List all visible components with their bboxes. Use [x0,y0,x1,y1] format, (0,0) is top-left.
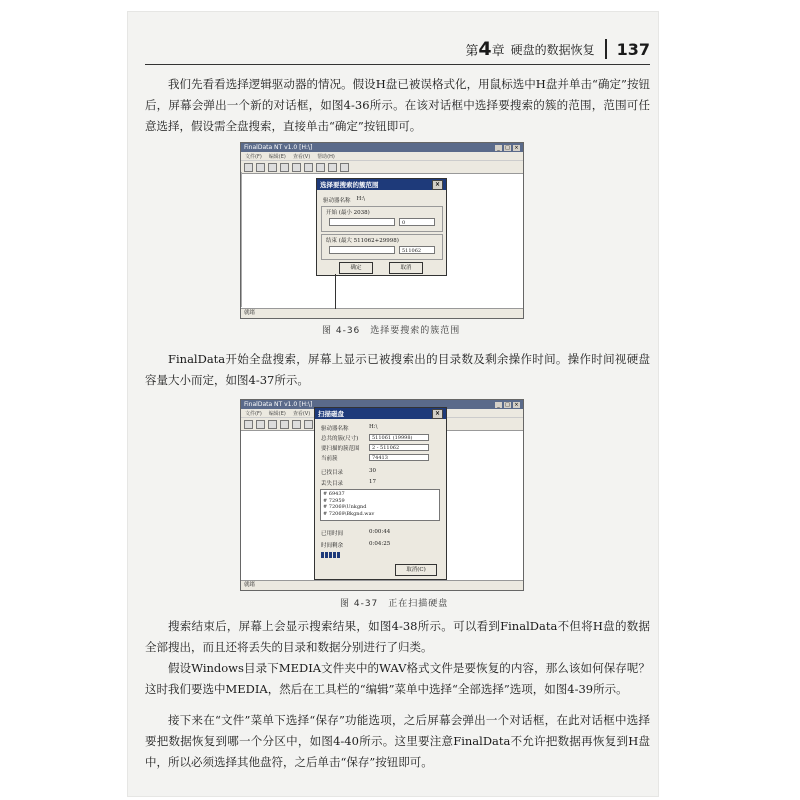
window-titlebar: FinalData NT v1.0 [H:\] _ □ × [241,143,523,152]
copy-icon[interactable] [292,420,301,429]
close-icon[interactable]: × [514,144,519,151]
finaldata-window-2: FinalData NT v1.0 [H:\] _ □ × 文件(F) 编辑(E) 查看(V) 就绪 [240,399,524,591]
paste-icon[interactable] [304,163,313,172]
figure-4-36-caption: 图 4-36 选择要搜索的簇范围 [322,326,461,336]
figure-4-37-caption: 图 4-37 正在扫描硬盘 [340,599,449,609]
menu-bar [241,152,523,161]
cancel-button[interactable]: 取消 [389,262,423,274]
list-icon[interactable] [316,163,325,172]
save-icon[interactable] [256,420,265,429]
page-number: 137 [616,39,650,59]
drive-value: H:\ [356,196,366,202]
paste-icon[interactable] [304,420,313,429]
cancel-button[interactable]: 取消(C) [395,564,437,576]
minimize-icon[interactable]: _ [495,402,502,408]
help-icon[interactable] [340,163,349,172]
drive-label: 驱动器名称 [323,198,351,204]
close-icon[interactable]: × [514,401,519,408]
header-divider [605,39,607,59]
menu-view[interactable]: 查看(V) [292,153,311,160]
dir-counts: 已找目录 30 丢失目录 17 [321,468,376,487]
end-input[interactable]: 511062 [399,246,435,254]
close-icon[interactable]: × [432,409,443,419]
cluster-range-dialog [316,178,447,276]
menu-file[interactable]: 文件(F) [245,153,262,160]
dialog-title: 选择要搜索的簇范围 [320,181,379,189]
maximize-icon[interactable]: □ [505,401,510,408]
open-icon[interactable] [244,163,253,172]
paragraph-5: 接下来在“文件”菜单下选择“保存”功能选项，之后屏幕会弹出一个对话框，在此对话框中选择要把数据恢复到哪一个分区中，如图4-40所示。这里要注意FinalData不允许把数据再恢复到H盘中，所以必须选择其他盘符，之后单击“保存”按钮即可。 [145,713,650,769]
chapter-title: 硬盘的数据恢复 [510,42,595,57]
paragraph-4: 假设Windows目录下MEDIA文件夹中的WAV格式文件是要恢复的内容，那么该如何保存呢？这时我们要选中MEDIA，然后在工具栏的“编辑”菜单中选择“全部选择”选项，如图4-39所示。 [145,661,650,696]
cut-icon[interactable] [280,163,289,172]
start-slider[interactable] [329,218,395,226]
menu-view[interactable]: 查看(V) [292,410,311,417]
header-rule [145,64,650,65]
paragraph-3: 搜索结束后，屏幕上会显示搜索结果，如图4-38所示。可以看到FinalData不但将H盘的数据全部搜出，而且还将丢失的目录和数据分别进行了归类。 [145,619,650,654]
list-item[interactable]: # 72069\Unkgnd [323,504,367,510]
copy-icon[interactable] [292,163,301,172]
paragraph-1: 我们先看看选择逻辑驱动器的情况。假设H盘已被误格式化，用鼠标选中H盘并单击“确定”按钮后，屏幕会弹出一个新的对话框，如图4-36所示。在该对话框中选择要搜索的簇的范围，范围可任意选择，假设需全盘搜索，直接单击“确定”按钮即可。 [145,77,650,133]
scan-disk-dialog [314,407,447,580]
end-label: 结束 (最大 511062+29998) [326,238,399,244]
scan-progress [321,552,340,558]
open-icon[interactable] [244,420,253,429]
end-slider[interactable] [329,246,395,254]
callout-line [335,274,336,309]
menu-edit[interactable]: 编辑(E) [268,410,286,417]
dialog-title: 扫描磁盘 [318,410,344,418]
toolbar [241,161,523,174]
details-icon[interactable] [328,163,337,172]
menu-file[interactable]: 文件(F) [245,410,262,417]
chapter-label: 第4章 [465,38,505,60]
ok-button[interactable]: 确定 [339,262,373,274]
cut-icon[interactable] [280,420,289,429]
scan-info: 驱动器名称 H:\ 总共的簇(尺寸) 511061 (19998) 要扫描的簇范围 2 - 511062 当前簇 74413 [321,424,429,462]
menu-help[interactable]: 帮助(H) [317,153,335,160]
minimize-icon[interactable]: _ [495,145,502,151]
time-info: 已用时间 0:00:44 时间剩余 0:04:25 [321,529,391,549]
paragraph-2: FinalData开始全盘搜索，屏幕上显示已被搜索出的目录数及剩余操作时间。操作时间视硬盘容量大小而定，如图4-37所示。 [145,352,650,387]
menu-edit[interactable]: 编辑(E) [268,153,286,160]
print-icon[interactable] [268,163,277,172]
status-bar: 就绪 [241,580,523,590]
close-icon[interactable]: × [432,180,443,190]
list-item[interactable]: # 72959 [323,497,345,504]
start-label: 开始 (最小 2038) [326,210,370,216]
list-item[interactable]: # 72069\Bkgnd.wav [323,510,375,517]
save-icon[interactable] [256,163,265,172]
status-bar: 就绪 [241,308,523,318]
chapter-header [320,36,650,62]
maximize-icon[interactable]: □ [505,144,510,151]
found-list[interactable] [320,489,440,521]
print-icon[interactable] [268,420,277,429]
start-input[interactable]: 0 [399,218,435,226]
list-item[interactable]: # 69437 [323,491,345,497]
